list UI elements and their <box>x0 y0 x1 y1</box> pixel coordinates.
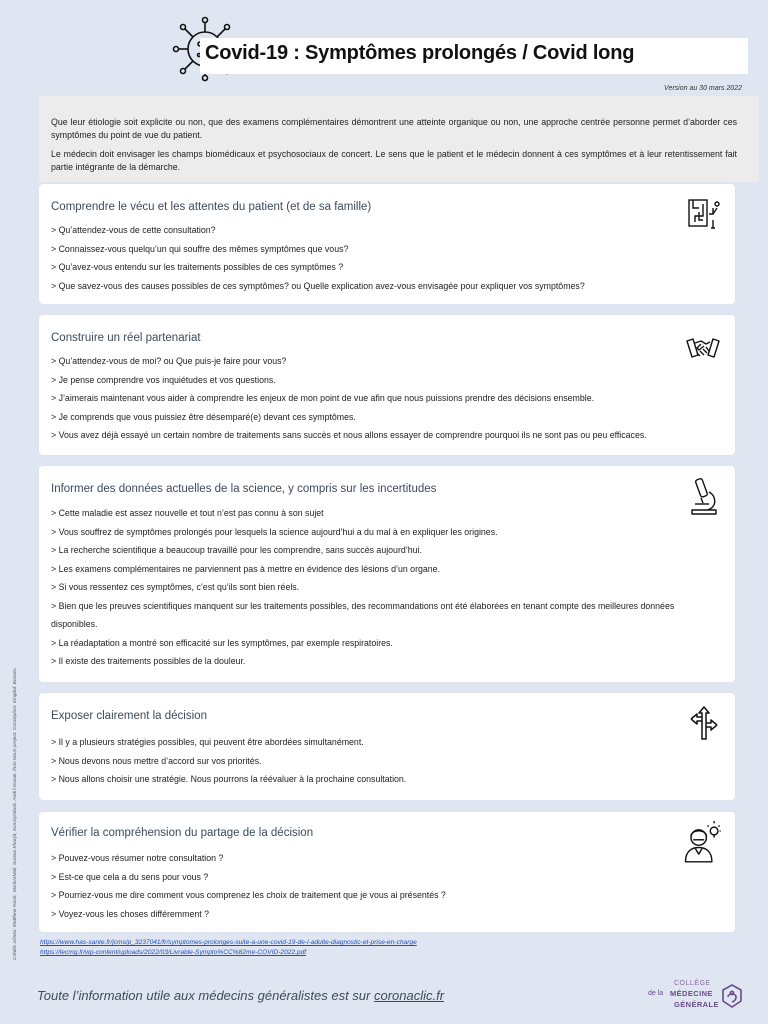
list-item: > Qu’attendez-vous de moi? ou Que puis-je faire pour vous? <box>51 356 287 366</box>
footer-prefix: Toute l’information utile aux médecins généralistes est sur <box>37 988 374 1003</box>
question-list <box>51 849 711 923</box>
list-item: > Pourriez-vous me dire comment vous comprenez les choix de traitement que je vous ai présentés ? <box>51 890 446 900</box>
section-comprendre-vecu <box>39 184 735 304</box>
list-item: > La recherche scientifique a beaucoup travaillé pour les comprendre, sans succès aujourd’hui. <box>51 545 422 555</box>
logo-word-medecine: MÉDECINE <box>670 989 713 998</box>
page-title: Covid-19 : Symptômes prolongés / Covid long <box>205 42 635 64</box>
list-item: > Qu’avez-vous entendu sur les traitements possibles de ces symptômes ? <box>51 262 344 272</box>
question-list <box>51 221 711 295</box>
list-item: > Pouvez-vous résumer notre consultation ? <box>51 853 224 863</box>
intro-paragraph-2: Le médecin doit envisager les champs biomédicaux et psychosociaux de concert. Le sens que le patient et le médecin donnent à ces symptômes et à leur retentissement fait partie intégrante de la démarche. <box>51 149 737 172</box>
lecmg-link[interactable]: https://lecmg.fr/wp-content/uploads/2022/03/Livrable-Sympto%CC%82me-COVID-2022.pdf <box>40 949 307 956</box>
list-item: > Je comprends que vous puissiez être désemparé(e) devant ces symptômes. <box>51 411 356 422</box>
section-title: Exposer clairement la décision <box>51 710 207 722</box>
list-item: > Que savez-vous des causes possibles de ces symptômes? ou Quelle explication avez-vous envisagée pour expliquer vos symptômes? <box>51 280 585 291</box>
list-item: > Il y a plusieurs stratégies possibles, qui peuvent être abordées simultanément. <box>51 737 364 747</box>
logo-word-de-la: de la <box>648 990 664 997</box>
list-item: > Voyez-vous les choses différemment ? <box>51 908 210 919</box>
footer-text <box>37 988 444 1003</box>
section-donnees-science <box>39 466 735 682</box>
list-item: > Cette maladie est assez nouvelle et tout n’est pas connu à son sujet <box>51 508 324 518</box>
list-item: > Les examens complémentaires ne parviennent pas à mettre en évidence des lésions d’un organe. <box>51 563 441 574</box>
question-list <box>51 504 711 671</box>
list-item: > Je pense comprendre vos inquiétudes et vos questions. <box>51 374 276 385</box>
section-title: Informer des données actuelles de la science, y compris sur les incertitudes <box>51 483 437 495</box>
list-item: > Vous souffrez de symptômes prolongés pour lesquels la science aujourd’hui a du mal à en expliquer les origines. <box>51 526 498 537</box>
list-item: > Nous devons nous mettre d’accord sur vos priorités. <box>51 755 262 766</box>
intro-block <box>39 96 759 182</box>
list-item: disponibles. <box>51 619 98 629</box>
list-item: > Bien que les preuves scientifiques manquent sur les traitements possibles, des recommandations ont été élaborées en tenant compte des meilleures données <box>51 600 675 611</box>
list-item: > Nous allons choisir une stratégie. Nous pourrons la réévaluer à la prochaine consultation. <box>51 774 407 784</box>
section-verifier-comprehension <box>39 812 735 932</box>
coronaclic-link[interactable]: coronaclic.fr <box>373 988 445 1003</box>
section-exposer-decision <box>39 693 735 800</box>
logo-emblem-icon <box>720 983 744 1009</box>
reference-links <box>40 938 417 958</box>
section-partenariat <box>39 315 735 455</box>
list-item: > Qu’attendez-vous de cette consultation? <box>51 225 216 235</box>
list-item: > J’aimerais maintenant vous aider à comprendre les enjeux de mon point de vue afin que nous puissions prendre des décisions ensemble. <box>51 393 595 403</box>
intro-paragraph-1: Que leur étiologie soit explicite ou non, que des examens complémentaires démontrent une atteinte organique ou non, une approche centrée personne permet d’aborder ces symptômes du point de vue du patient. <box>51 117 737 140</box>
icon-credits: Crédits icônes: Matthew Yoork, VectorsMall, Sureas Khanjit, SumSymbols, Andrii Kozak, from Noun project. Conception: Kingdaf, Bosses. <box>13 667 18 960</box>
logo-word-generale: GÉNÉRALE <box>674 1000 719 1009</box>
section-title: Comprendre le vécu et les attentes du patient (et de sa famille) <box>51 201 372 213</box>
list-item: > Vous avez déjà essayé un certain nombre de traitements sans succès et nous allons essayer de comprendre pourquoi ils ne sont pas ou peu efficaces. <box>51 430 647 440</box>
section-title: Vérifier la compréhension du partage de la décision <box>51 827 314 839</box>
has-sante-link[interactable]: https://www.has-sante.fr/jcms/p_3237041/fr/symptomes-prolonges-suite-a-une-covid-19-de-l-adulte-diagnostic-et-prise-en-charge <box>40 939 417 946</box>
list-item: > Connaissez-vous quelqu’un qui souffre des mêmes symptômes que vous? <box>51 243 349 254</box>
question-list <box>51 352 711 445</box>
question-list <box>51 733 711 789</box>
version-date: Version au 30 mars 2022 <box>664 85 742 92</box>
list-item: > La réadaptation a montré son efficacité sur les symptômes, par exemple respiratoires. <box>51 637 393 648</box>
logo-word-college: COLLÈGE <box>674 980 711 987</box>
list-item: > Il existe des traitements possibles de la douleur. <box>51 656 246 666</box>
list-item: > Si vous ressentez ces symptômes, c’est qu’ils sont bien réels. <box>51 582 300 592</box>
list-item: > Est-ce que cela a du sens pour vous ? <box>51 871 209 882</box>
section-title: Construire un réel partenariat <box>51 332 201 344</box>
